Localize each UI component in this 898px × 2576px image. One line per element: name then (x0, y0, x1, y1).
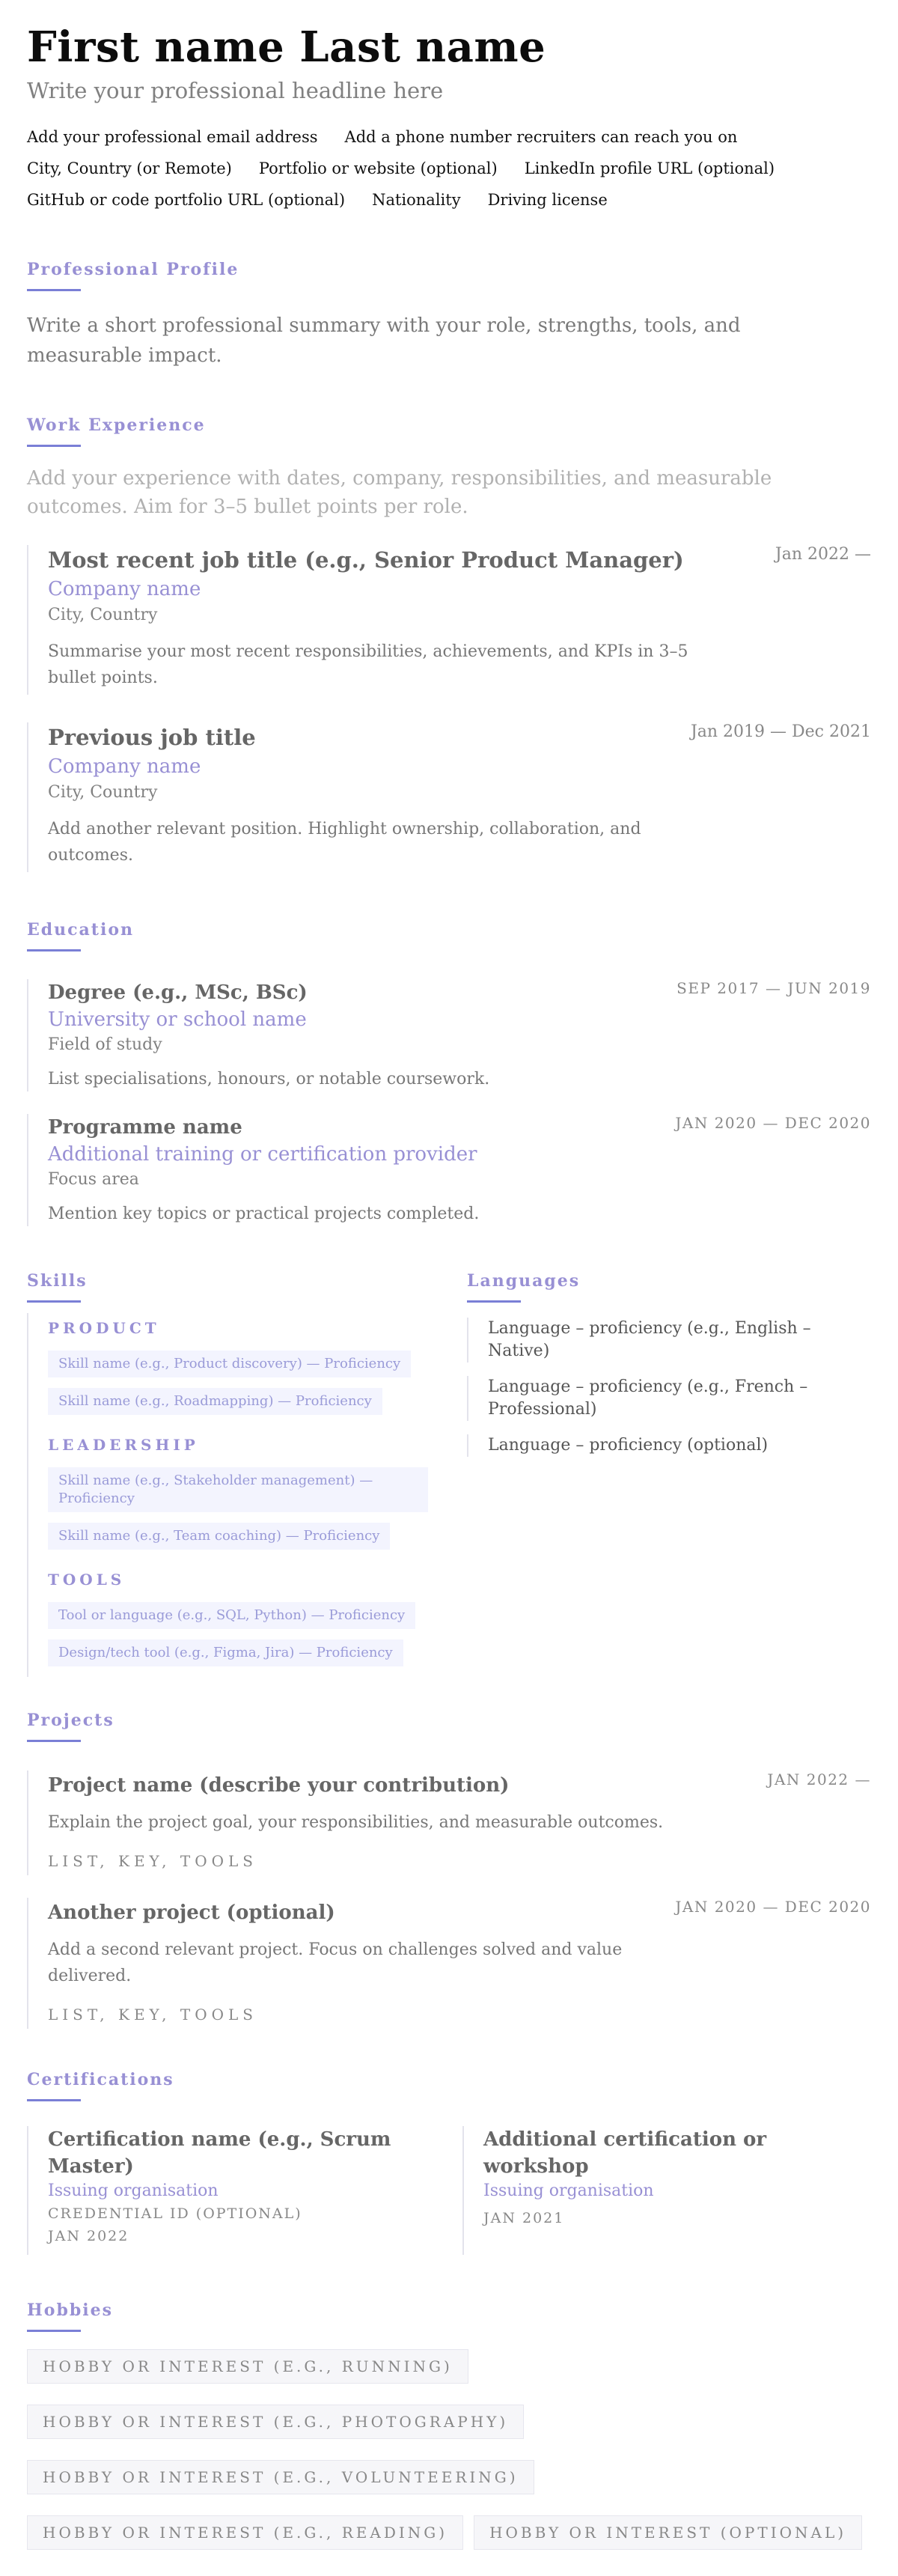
section-rule (27, 445, 81, 447)
certification-date: JAN 2022 (48, 2228, 129, 2244)
contact-list (27, 121, 871, 216)
skill-group-title: TOOLS (48, 1571, 126, 1589)
section-title-profile: Professional Profile (27, 260, 239, 279)
certification-issuer: Issuing organisation (48, 2181, 219, 2200)
education-description: Mention key topics or practical projects completed. (48, 1205, 480, 1223)
skill-pill: Skill name (e.g., Product discovery) — Proficiency (48, 1351, 411, 1377)
section-title-languages: Languages (467, 1271, 581, 1291)
education-field: Field of study (48, 1035, 162, 1054)
project-date: JAN 2020 — DEC 2020 (675, 1898, 871, 1916)
headline: Write your professional headline here (27, 78, 444, 103)
hobby-list (27, 2349, 871, 2550)
certification-title: Additional certification or workshop (483, 2128, 767, 2178)
education-entry (27, 1114, 871, 1226)
section-title-skills: Skills (27, 1271, 88, 1291)
section-title-hobbies: Hobbies (27, 2301, 113, 2320)
certification-entry (462, 2126, 871, 2255)
education-degree: Programme name (48, 1116, 242, 1139)
contact-location: City, Country (or Remote) (27, 159, 232, 177)
project-entry (27, 1770, 871, 1875)
experience-title: Most recent job title (e.g., Senior Product Manager) (48, 547, 684, 573)
experience-company: Company name (48, 578, 201, 600)
contact-nationality: Nationality (372, 191, 461, 209)
education-date: JAN 2020 — DEC 2020 (675, 1114, 871, 1132)
project-title: Another project (optional) (48, 1901, 335, 1924)
skill-pill: Skill name (e.g., Stakeholder management) — Proficiency (48, 1467, 428, 1512)
project-tags: LIST, KEY, TOOLS (48, 2006, 257, 2024)
hobby-tag: HOBBY OR INTEREST (E.G., VOLUNTEERING) (27, 2460, 534, 2494)
hobby-tag: HOBBY OR INTEREST (E.G., RUNNING) (27, 2349, 468, 2384)
full-name: First name Last name (27, 22, 546, 72)
contact-phone[interactable]: Add a phone number recruiters can reach you on (344, 128, 738, 146)
hobby-tag: HOBBY OR INTEREST (E.G., PHOTOGRAPHY) (27, 2405, 524, 2439)
project-description: Add a second relevant project. Focus on challenges solved and value delivered. (48, 1940, 623, 1985)
education-date: SEP 2017 — JUN 2019 (676, 979, 871, 997)
section-rule (27, 949, 81, 951)
section-title-certifications: Certifications (27, 2070, 174, 2089)
contact-driving-license: Driving license (487, 191, 608, 209)
project-date: JAN 2022 — (767, 1770, 871, 1788)
project-tags: LIST, KEY, TOOLS (48, 1852, 257, 1870)
section-rule (467, 1300, 521, 1303)
section-title-projects: Projects (27, 1711, 114, 1730)
certification-credential: CREDENTIAL ID (OPTIONAL) (48, 2205, 302, 2222)
certification-date: JAN 2021 (483, 2210, 565, 2226)
experience-description: Add another relevant position. Highlight ownership, collaboration, and outcomes. (48, 820, 641, 865)
section-rule (27, 2099, 81, 2101)
contact-email[interactable]: Add your professional email address (27, 128, 318, 146)
skill-pill: Tool or language (e.g., SQL, Python) — Proficiency (48, 1602, 415, 1629)
education-degree: Degree (e.g., MSc, BSc) (48, 981, 308, 1004)
skill-pill: Design/tech tool (e.g., Figma, Jira) — Proficiency (48, 1639, 403, 1666)
section-rule (27, 1300, 81, 1303)
section-rule (27, 1740, 81, 1742)
experience-description: Summarise your most recent responsibilities, achievements, and KPIs in 3–5 bullet points. (48, 642, 688, 687)
certification-issuer: Issuing organisation (483, 2181, 654, 2200)
contact-website[interactable]: Portfolio or website (optional) (258, 159, 498, 177)
section-rule (27, 289, 81, 291)
project-description: Explain the project goal, your responsibilities, and measurable outcomes. (48, 1813, 664, 1832)
education-institution: University or school name (48, 1008, 307, 1031)
profile-summary: Write a short professional summary with your role, strengths, tools, and measurable impact. (27, 314, 741, 367)
section-title-experience: Work Experience (27, 415, 206, 435)
hobby-tag: HOBBY OR INTEREST (E.G., READING) (27, 2515, 463, 2550)
experience-intro: Add your experience with dates, company, responsibilities, and measurable outcomes. Aim for 3–5 bullet points per role. (27, 467, 772, 518)
language-item: Language – proficiency (e.g., French – Professional) (467, 1376, 871, 1421)
language-item: Language – proficiency (optional) (467, 1434, 871, 1457)
experience-location: City, Country (48, 606, 158, 624)
experience-entry (27, 545, 871, 695)
experience-title: Previous job title (48, 725, 256, 750)
experience-date: Jan 2019 — Dec 2021 (690, 722, 871, 741)
education-entry (27, 979, 871, 1091)
experience-company: Company name (48, 755, 201, 778)
education-field: Focus area (48, 1170, 139, 1189)
project-title: Project name (describe your contribution) (48, 1774, 510, 1797)
skill-group-title: PRODUCT (48, 1319, 160, 1337)
experience-entry (27, 722, 871, 872)
section-title-education: Education (27, 920, 134, 940)
certification-title: Certification name (e.g., Scrum Master) (48, 2128, 391, 2178)
skill-group-title: LEADERSHIP (48, 1436, 199, 1454)
skill-pill: Skill name (e.g., Roadmapping) — Proficiency (48, 1388, 382, 1415)
contact-github[interactable]: GitHub or code portfolio URL (optional) (27, 191, 346, 209)
education-description: List specialisations, honours, or notable coursework. (48, 1070, 490, 1088)
languages-list (467, 1313, 871, 1470)
hobby-tag: HOBBY OR INTEREST (OPTIONAL) (474, 2515, 862, 2550)
section-rule (27, 2330, 81, 2332)
experience-date: Jan 2022 — (775, 545, 871, 564)
project-entry (27, 1898, 871, 2029)
language-item: Language – proficiency (e.g., English – Native) (467, 1318, 871, 1362)
certification-entry (27, 2126, 446, 2255)
skill-pill: Skill name (e.g., Team coaching) — Proficiency (48, 1523, 390, 1550)
experience-location: City, Country (48, 783, 158, 802)
education-institution: Additional training or certification provider (48, 1143, 477, 1166)
skills-list (27, 1313, 446, 1677)
contact-linkedin[interactable]: LinkedIn profile URL (optional) (524, 159, 775, 177)
